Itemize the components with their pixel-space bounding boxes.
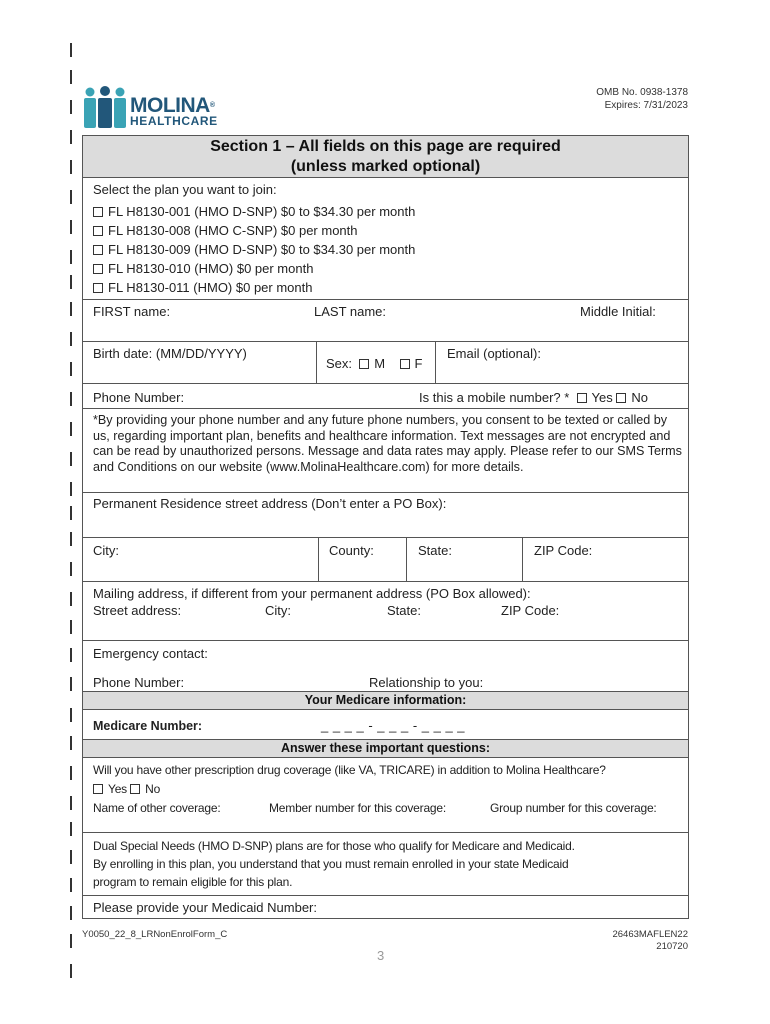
dual-special-needs — [83, 832, 688, 895]
drug-coverage-answer: Yes No — [93, 781, 160, 797]
zip-field[interactable]: ZIP Code: — [534, 543, 593, 558]
drug-coverage-row — [83, 757, 688, 832]
margin-tick — [70, 850, 72, 864]
medicare-number-row — [83, 709, 688, 739]
sex-field: Sex: M F — [326, 356, 423, 371]
checkbox[interactable] — [93, 283, 103, 293]
sex-female-checkbox[interactable] — [400, 359, 410, 369]
enrollment-form — [82, 135, 689, 919]
first-name-field[interactable]: FIRST name: — [93, 304, 171, 319]
emergency-contact-field[interactable]: Emergency contact: — [93, 646, 208, 661]
middle-initial-field[interactable]: Middle Initial: — [580, 304, 656, 319]
name-row — [83, 299, 688, 341]
group-number-field[interactable]: Group number for this coverage: — [490, 801, 657, 815]
dual-line-3: program to remain eligible for this plan. — [93, 875, 293, 889]
medicare-number-label: Medicare Number: — [93, 719, 203, 733]
medicaid-number-field[interactable]: Please provide your Medicaid Number: — [93, 900, 317, 915]
drug-coverage-question: Will you have other prescription drug coverage (like VA, TRICARE) in addition to Molina Healthcare? — [93, 763, 606, 777]
section-header — [83, 136, 688, 177]
checkbox[interactable] — [93, 264, 103, 274]
other-coverage-name-field[interactable]: Name of other coverage: — [93, 801, 221, 815]
phone-row — [83, 383, 688, 408]
plan-prompt: Select the plan you want to join: — [93, 182, 277, 197]
residence-row — [83, 492, 688, 537]
page-number: 3 — [377, 948, 385, 963]
margin-tick — [70, 878, 72, 892]
margin-tick — [70, 562, 72, 576]
divider — [406, 538, 407, 581]
plan-option-010[interactable]: FL H8130-010 (HMO) $0 per month — [93, 261, 313, 277]
mailing-label: Mailing address, if different from your permanent address (PO Box allowed): — [93, 586, 531, 601]
checkbox[interactable] — [93, 226, 103, 236]
residence-address-field[interactable]: Permanent Residence street address (Don’t enter a PO Box): — [93, 496, 447, 511]
margin-tick — [70, 736, 72, 750]
margin-tick — [70, 906, 72, 920]
birth-date-field[interactable]: Birth date: (MM/DD/YYYY) — [93, 346, 247, 361]
state-field[interactable]: State: — [418, 543, 452, 558]
margin-tick — [70, 620, 72, 634]
form-id: Y0050_22_8_LRNonEnrolForm_C — [82, 929, 228, 940]
margin-tick — [70, 43, 72, 57]
dual-line-2: By enrolling in this plan, you understand that you must remain enrolled in your state Medicaid — [93, 857, 569, 871]
mobile-yes-checkbox[interactable] — [577, 393, 587, 403]
mailing-street-field[interactable]: Street address: — [93, 603, 182, 618]
plan-option-009[interactable]: FL H8130-009 (HMO D-SNP) $0 to $34.30 per month — [93, 242, 415, 258]
plan-option-001[interactable]: FL H8130-001 (HMO D-SNP) $0 to $34.30 per month — [93, 204, 415, 220]
margin-tick — [70, 506, 72, 520]
margin-tick — [70, 100, 72, 114]
form-code: 26463MAFLEN22 210720 — [612, 929, 688, 952]
margin-tick — [70, 934, 72, 948]
margin-tick — [70, 332, 72, 346]
margin-tick — [70, 648, 72, 662]
margin-tick — [70, 130, 72, 144]
margin-tick — [70, 190, 72, 204]
margin-tick — [70, 392, 72, 406]
divider — [435, 342, 436, 383]
margin-tick — [70, 250, 72, 264]
checkbox[interactable] — [93, 207, 103, 217]
questions-heading: Answer these important questions: — [83, 739, 688, 757]
logo-sub: HEALTHCARE — [130, 114, 218, 128]
mobile-no-checkbox[interactable] — [616, 393, 626, 403]
medicare-number-input[interactable]: _ _ _ _ - _ _ _ - _ _ _ _ — [321, 718, 466, 733]
checkbox[interactable] — [93, 245, 103, 255]
drug-yes-checkbox[interactable] — [93, 784, 103, 794]
divider — [318, 538, 319, 581]
margin-tick — [70, 70, 72, 84]
emergency-phone-field[interactable]: Phone Number: — [93, 675, 185, 690]
birth-row — [83, 341, 688, 383]
omb-expiry: Expires: 7/31/2023 — [604, 100, 688, 111]
margin-tick — [70, 796, 72, 810]
margin-tick — [70, 708, 72, 722]
people-logo-icon — [82, 86, 128, 128]
margin-tick — [70, 532, 72, 546]
omb-info — [596, 86, 688, 112]
plan-option-011[interactable]: FL H8130-011 (HMO) $0 per month — [93, 280, 312, 296]
mailing-zip-field[interactable]: ZIP Code: — [501, 603, 560, 618]
mailing-row — [83, 581, 688, 640]
divider — [316, 342, 317, 383]
margin-tick — [70, 677, 72, 691]
margin-tick — [70, 160, 72, 174]
plan-selection — [83, 177, 688, 299]
margin-tick — [70, 422, 72, 436]
plan-option-008[interactable]: FL H8130-008 (HMO C-SNP) $0 per month — [93, 223, 358, 239]
email-field[interactable]: Email (optional): — [447, 346, 541, 361]
margin-tick — [70, 362, 72, 376]
emergency-relationship-field[interactable]: Relationship to you: — [369, 675, 484, 690]
mailing-state-field[interactable]: State: — [387, 603, 421, 618]
margin-tick — [70, 302, 72, 316]
city-row — [83, 537, 688, 581]
sex-male-checkbox[interactable] — [359, 359, 369, 369]
section-title-line2: (unless marked optional) — [290, 158, 481, 175]
margin-tick — [70, 482, 72, 496]
dual-line-1: Dual Special Needs (HMO D-SNP) plans are for those who qualify for Medicare and Medicaid. — [93, 839, 575, 853]
member-number-field[interactable]: Member number for this coverage: — [269, 801, 447, 815]
omb-number: OMB No. 0938-1378 — [596, 87, 688, 98]
emergency-row — [83, 640, 688, 691]
mobile-question: Is this a mobile number? * Yes No — [419, 390, 648, 405]
last-name-field[interactable]: LAST name: — [314, 304, 387, 319]
medicaid-row — [83, 895, 688, 919]
margin-tick — [70, 592, 72, 606]
divider — [522, 538, 523, 581]
section-title-line1: Section 1 – All fields on this page are required — [210, 138, 561, 155]
medicare-heading: Your Medicare information: — [83, 691, 688, 709]
margin-tick — [70, 452, 72, 466]
city-field[interactable]: City: — [93, 543, 119, 558]
logo-brand: MOLINA® — [130, 94, 215, 117]
drug-no-checkbox[interactable] — [130, 784, 140, 794]
molina-logo — [82, 86, 222, 130]
mailing-city-field[interactable]: City: — [265, 603, 291, 618]
phone-field[interactable]: Phone Number: — [93, 390, 185, 405]
margin-tick — [70, 220, 72, 234]
consent-text: *By providing your phone number and any future phone numbers, you consent to be texted or called by us, regarding important plan, benefits and healthcare information. Text messages are not encrypted and can be read by unauthorized persons. Message and data rates may apply. Please refer to our SMS Terms and Conditions on our website (www.MolinaHealthcare.com) for more details. — [93, 413, 682, 474]
margin-tick — [70, 822, 72, 836]
margin-tick — [70, 766, 72, 780]
sms-consent — [83, 408, 688, 492]
margin-tick — [70, 964, 72, 978]
county-field[interactable]: County: — [329, 543, 374, 558]
margin-tick — [70, 275, 72, 289]
